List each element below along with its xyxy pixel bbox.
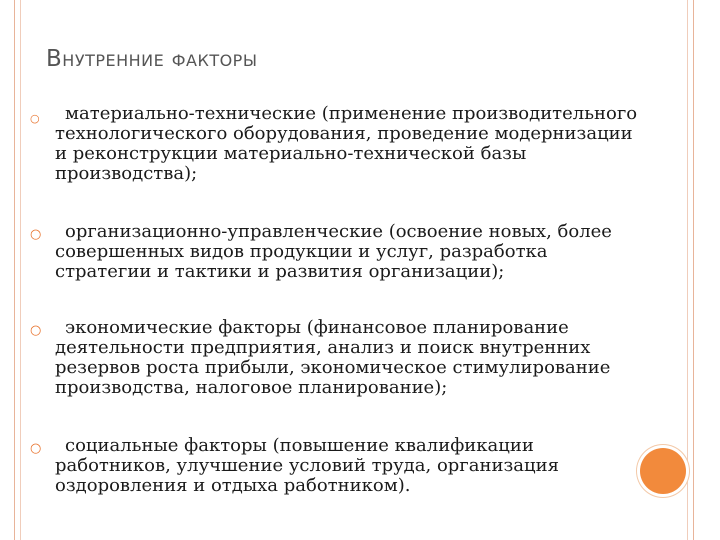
bullet-text: экономические факторы (финансовое планирование деятельности предприятия, анализ и поиск внутренних резервов роста прибыли, экономическое стимулирование производства, налоговое планирование); bbox=[55, 317, 611, 398]
slide-title bbox=[46, 46, 257, 72]
bullet-text: организационно-управленческие (освоение новых, более совершенных видов продукции и услуг, разработка стратегии и тактики и развития организации); bbox=[55, 221, 612, 282]
bullet-text: социальные факторы (повышение квалификации работников, улучшение условий труда, организация оздоровления и отдыха работником). bbox=[55, 435, 559, 496]
bullet-text: материально-технические (применение производительного технологического оборудования, проведение модернизации и реконструкции материально-технической базы производства); bbox=[55, 103, 638, 184]
slide-title-word-1: НУТРЕННИЕ bbox=[62, 51, 165, 70]
orange-circle-decoration bbox=[640, 448, 686, 494]
slide-title-word-2: ФАКТОРЫ bbox=[171, 51, 258, 70]
circle-bullet-icon: ○ bbox=[30, 441, 42, 456]
circle-bullet-icon: ○ bbox=[30, 112, 40, 125]
circle-bullet-icon: ○ bbox=[30, 227, 42, 242]
slide-title-initial: В bbox=[46, 46, 63, 72]
circle-bullet-icon: ○ bbox=[30, 323, 42, 338]
